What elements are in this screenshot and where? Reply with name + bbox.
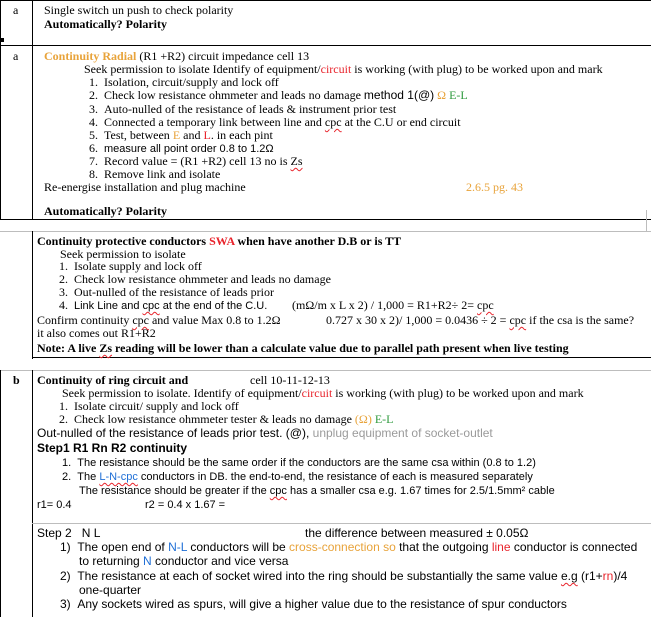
section-title: Continuity protective conductors SWA when have another D.B or is TT [37, 234, 402, 248]
page-reference: 2.6.5 pg. 43 [466, 180, 523, 194]
row-letter: b [13, 373, 20, 387]
row-divider [0, 231, 651, 232]
row-letter: a [13, 49, 19, 63]
list-item: 3. Out-nulled of the resistance of leads prior [59, 285, 274, 299]
reenergise-text: Re-energise installation and plug machine [44, 180, 246, 194]
list-item: 2. Check low resistance ohmmeter and leads no damage [59, 272, 331, 286]
step1-title: Step1 R1 Rn R2 continuity [37, 441, 188, 455]
list-item: 8. Remove link and isolate [89, 167, 221, 181]
column-divider [32, 231, 33, 359]
row-marker [0, 38, 4, 42]
list-item: 7. Record value = (R1 +R2) cell 13 no is Zs [89, 154, 303, 168]
list-item: 2. Check low resistance ohmmeter tester & leads no damage (Ω) E-L [59, 412, 394, 426]
list-item: 1. Isolate circuit/ supply and lock off [59, 399, 239, 413]
seek-text: Seek permission to isolate [60, 247, 186, 261]
section-title: Continuity Radial (R1 +R2) circuit impedance cell 13 [44, 49, 310, 63]
list-item: 2. Check low resistance ohmmeter and leads no damage method 1(@) Ω E-L [89, 88, 468, 102]
formula-text: 0.727 x 30 x 2)/ 1,000 = 0.0436 ÷ 2 = cpc if the csa is the same? [326, 313, 635, 327]
row-letter: a [13, 3, 19, 17]
row-divider [0, 45, 651, 46]
row-a2-automatic: Automatically? Polarity [44, 204, 167, 218]
formula-text: (mΩ/m x L x 2) / 1,000 = R1+R2÷ 2= cpc [292, 298, 494, 312]
table-border-left [0, 370, 1, 617]
section-title: Continuity of ring circuit and [37, 373, 189, 387]
column-divider [32, 0, 33, 220]
list-item: 3. Auto-nulled of the resistance of leads & instrument prior test [89, 102, 397, 116]
intro-text: Seek permission to isolate Identify of equipment/circuit is working (with plug) to be worked upon and mark [84, 62, 603, 76]
table-border-top [0, 0, 651, 1]
step1-cont: The resistance should be greater if the cpc has a smaller csa e.g. 1.67 times for 2.5/1.5mm² cable [79, 485, 555, 497]
intro-text: Seek permission to isolate. Identify of equipment/circuit is working (with plug) to be worked upon and mark [62, 386, 584, 400]
note-text: Note: A live Zs reading will be lower than a calculate value due to parallel path present when live testing [37, 341, 569, 355]
text-cursor [646, 210, 647, 232]
row-divider [0, 219, 651, 220]
row-a1-line2: Automatically? Polarity [44, 17, 167, 31]
list-item: 1. The resistance should be the same order if the conductors are the same csa within (0.8 to 1.2) [62, 457, 536, 469]
list-item: 1. Isolation, circuit/supply and lock off [89, 75, 279, 89]
r2-value: r2 = 0.4 x 1.67 = [145, 499, 226, 511]
list-item-cont: one-quarter [79, 583, 142, 597]
list-item: 2) The resistance at each of socket wired into the ring should be substantially the same value e.g (r1+rn)/4 [60, 569, 628, 583]
list-item-cont: to returning N conductor and vice versa [79, 554, 289, 568]
table-border-left [0, 45, 1, 220]
list-item: 4. Connected a temporary link between line and cpc at the C.U or end circuit [89, 115, 461, 129]
row-divider [0, 370, 651, 371]
comes-out-text: it also comes out R1+R2 [37, 326, 156, 340]
list-item: 2. The L-N-cpc conductors in DB. the end-to-end, the resistance of each is measured separately [62, 471, 533, 483]
list-item: 4. Link Line and cpc at the end of the C.U. [59, 298, 268, 312]
list-item: 3) Any sockets wired as spurs, will give a higher value due to the resistance of spur conductors [60, 597, 567, 611]
list-item: 5. Test, between E and L. in each pint [89, 128, 273, 142]
step2-label: Step 2 N L [37, 526, 101, 540]
confirm-text: Confirm continuity cpc and value Max 0.8 to 1.2Ω [37, 313, 281, 327]
column-divider [32, 370, 33, 617]
outnulled-text: Out-nulled of the resistance of leads prior test. (@), unplug equipment of socket-outlet [37, 426, 493, 440]
row-a1-line1: Single switch un push to check polarity [44, 3, 234, 17]
step2-difference: the difference between measured ± 0.05Ω [305, 526, 529, 540]
list-item: 1) The open end of N-L conductors will be cross-connection so that the outgoing line conductor is connected [60, 540, 638, 554]
cell-reference: cell 10-11-12-13 [250, 373, 330, 387]
row-divider [32, 357, 651, 358]
row-divider [32, 523, 651, 524]
list-item: 6. measure all point order 0.8 to 1.2Ω [89, 141, 274, 155]
r1-value: r1= 0.4 [37, 499, 72, 511]
list-item: 1. Isolate supply and lock off [59, 259, 202, 273]
